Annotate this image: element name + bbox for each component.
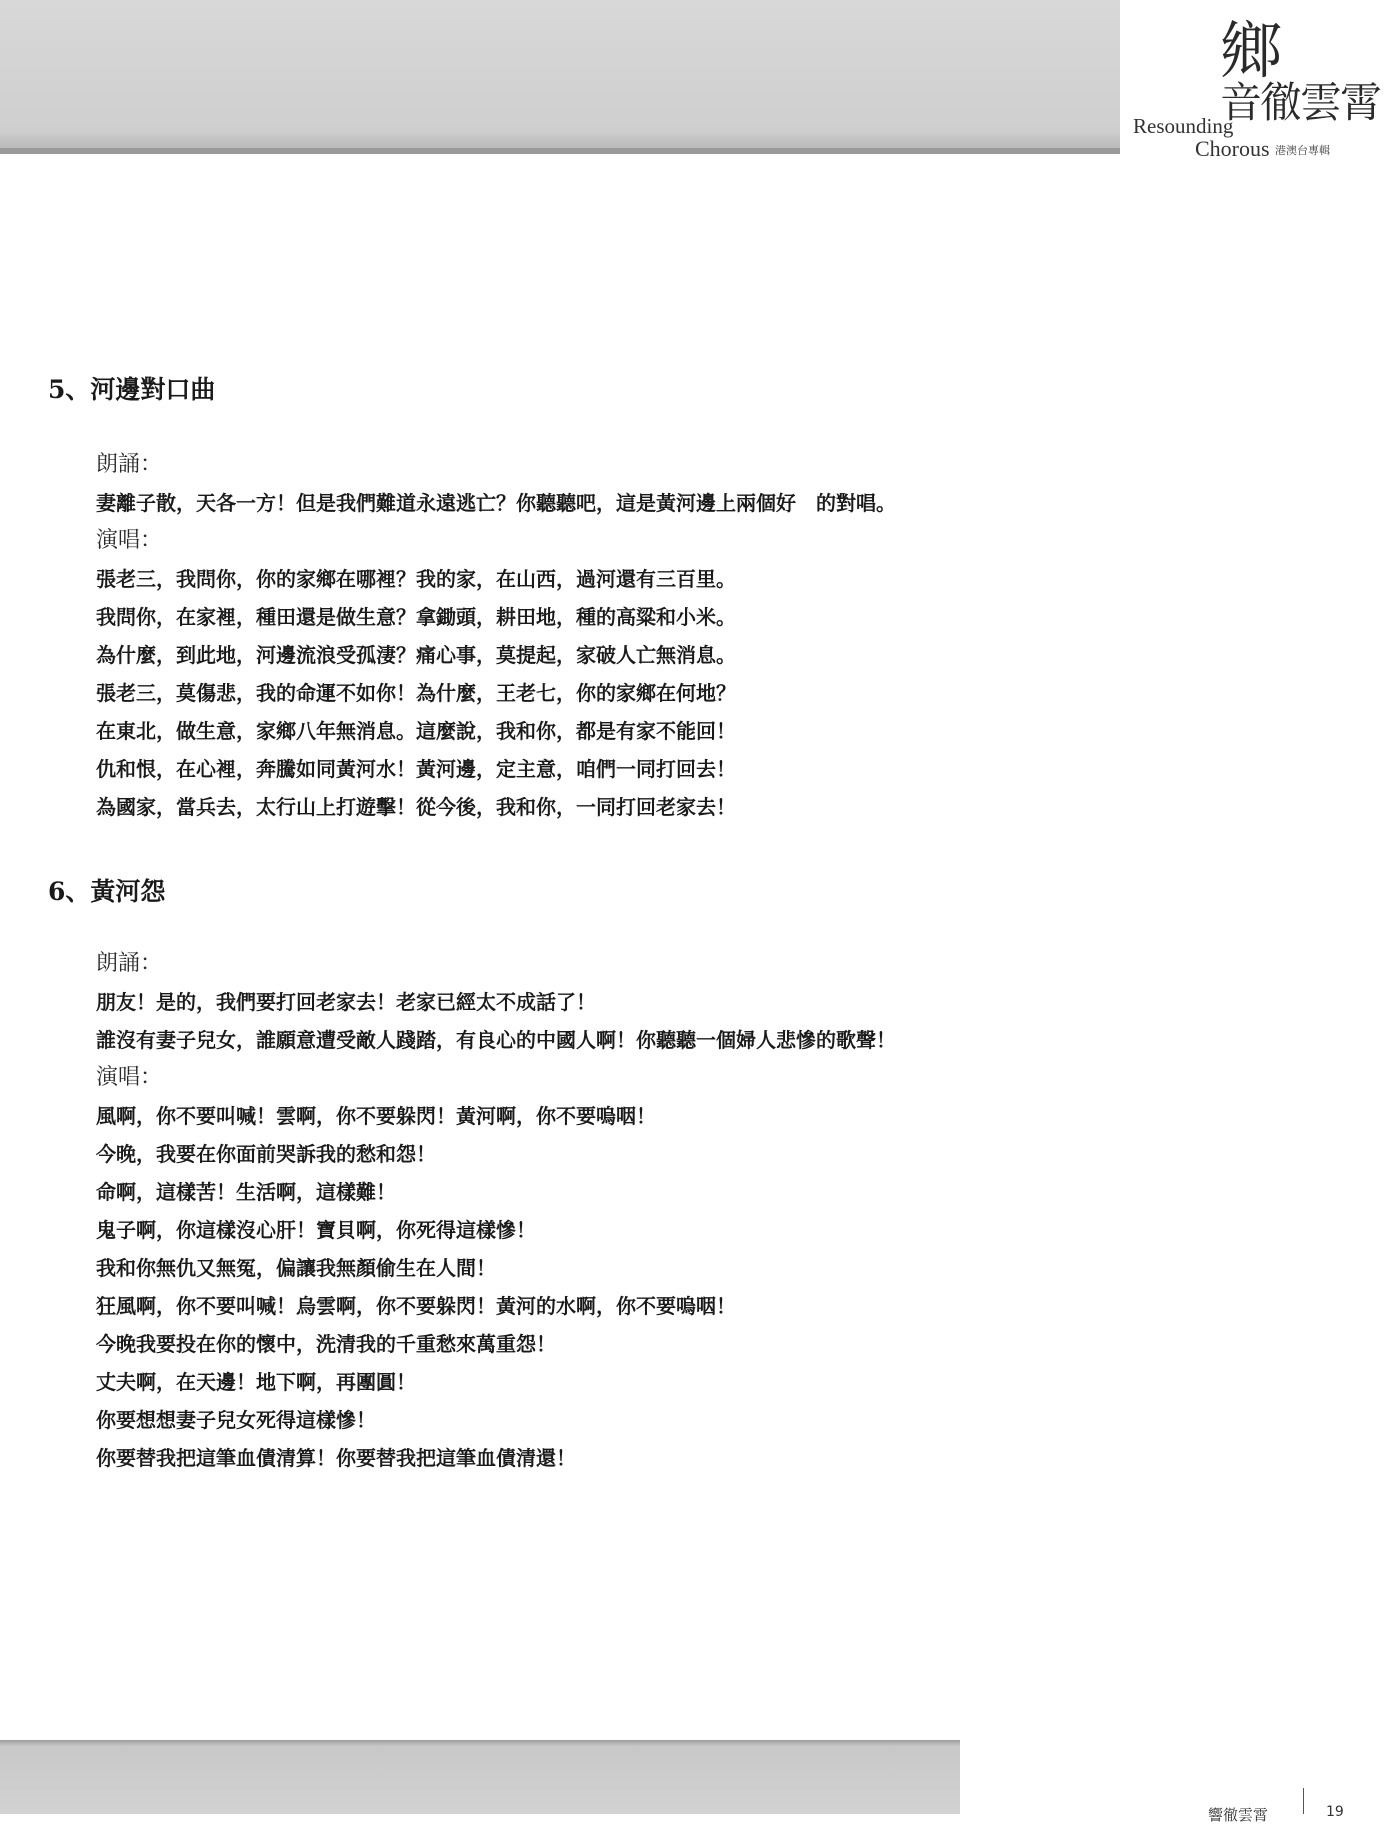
lyric-line: 今晚，我要在你面前哭訴我的愁和怨！ — [96, 1142, 436, 1166]
lyric-line: 你要替我把這筆血債清算！你要替我把這筆血債清還！ — [96, 1446, 576, 1470]
lyric-line: 仇和恨，在心裡，奔騰如同黃河水！黃河邊，定主意，咱們一同打回去！ — [96, 757, 736, 781]
footer-divider — [1303, 1788, 1304, 1814]
section-title-6: 6、黃河怨 — [48, 877, 166, 906]
lyric-line: 狂風啊，你不要叫喊！烏雲啊，你不要躲閃！黃河的水啊，你不要嗚咽！ — [96, 1294, 736, 1318]
lyric-line: 妻離子散，天各一方！但是我們難道永遠逃亡？你聽聽吧，這是黃河邊上兩個好 的對唱。 — [96, 491, 896, 515]
lyric-line: 為什麼，到此地，河邊流浪受孤淒？痛心事，莫提起，家破人亡無消息。 — [96, 643, 736, 667]
singing-label: 演唱： — [96, 1065, 163, 1090]
lyric-line: 鬼子啊，你這樣沒心肝！寶貝啊，你死得這樣慘！ — [96, 1218, 536, 1242]
lyric-line: 今晚我要投在你的懷中，洗清我的千重愁來萬重怨！ — [96, 1332, 556, 1356]
recitation-label: 朗誦： — [96, 452, 163, 477]
logo-small-text: 港澳台專輯 — [1275, 144, 1330, 157]
lyric-line: 為國家，當兵去，太行山上打遊擊！從今後，我和你，一同打回老家去！ — [96, 795, 736, 819]
logo-chinese-line2: 音徹雲霄 — [1220, 78, 1381, 127]
footer-title: 響徹雲霄 — [1208, 1806, 1269, 1824]
lyric-line: 張老三，我問你，你的家鄉在哪裡？我的家，在山西，過河還有三百里。 — [96, 567, 736, 591]
header-band — [0, 0, 1120, 154]
lyric-line: 你要想想妻子兒女死得這樣慘！ — [96, 1408, 376, 1432]
lyric-line: 在東北，做生意，家鄉八年無消息。這麼說，我和你，都是有家不能回！ — [96, 719, 736, 743]
singing-label: 演唱： — [96, 528, 163, 553]
recitation-block-6 — [96, 945, 896, 1477]
lyric-line: 風啊，你不要叫喊！雲啊，你不要躲閃！黃河啊，你不要嗚咽！ — [96, 1104, 656, 1128]
recitation-label: 朗誦： — [96, 951, 163, 976]
lyric-line: 丈夫啊，在天邊！地下啊，再團圓！ — [96, 1370, 416, 1394]
lyric-line: 張老三，莫傷悲，我的命運不如你！為什麼，王老七，你的家鄉在何地？ — [96, 681, 736, 705]
publication-logo — [1125, 14, 1395, 161]
logo-english-2: Chorous — [1195, 136, 1270, 161]
recitation-block-5 — [96, 446, 896, 826]
lyric-line: 我問你，在家裡，種田還是做生意？拿鋤頭，耕田地，種的高粱和小米。 — [96, 605, 736, 629]
logo-english-1: Resounding — [1133, 114, 1234, 138]
lyric-line: 朋友！是的，我們要打回老家去！老家已經太不成話了！ — [96, 990, 596, 1014]
page-number: 19 — [1326, 1804, 1344, 1820]
section-title-5: 5、河邊對口曲 — [48, 375, 216, 404]
logo-chinese-line1: 鄉 — [1220, 14, 1283, 87]
lyric-line: 我和你無仇又無冤，偏讓我無顏偷生在人間！ — [96, 1256, 496, 1280]
lyric-line: 誰沒有妻子兒女，誰願意遭受敵人踐踏，有良心的中國人啊！你聽聽一個婦人悲慘的歌聲！ — [96, 1028, 896, 1052]
lyric-line: 命啊，這樣苦！生活啊，這樣難！ — [96, 1180, 396, 1204]
footer-band — [0, 1740, 960, 1814]
